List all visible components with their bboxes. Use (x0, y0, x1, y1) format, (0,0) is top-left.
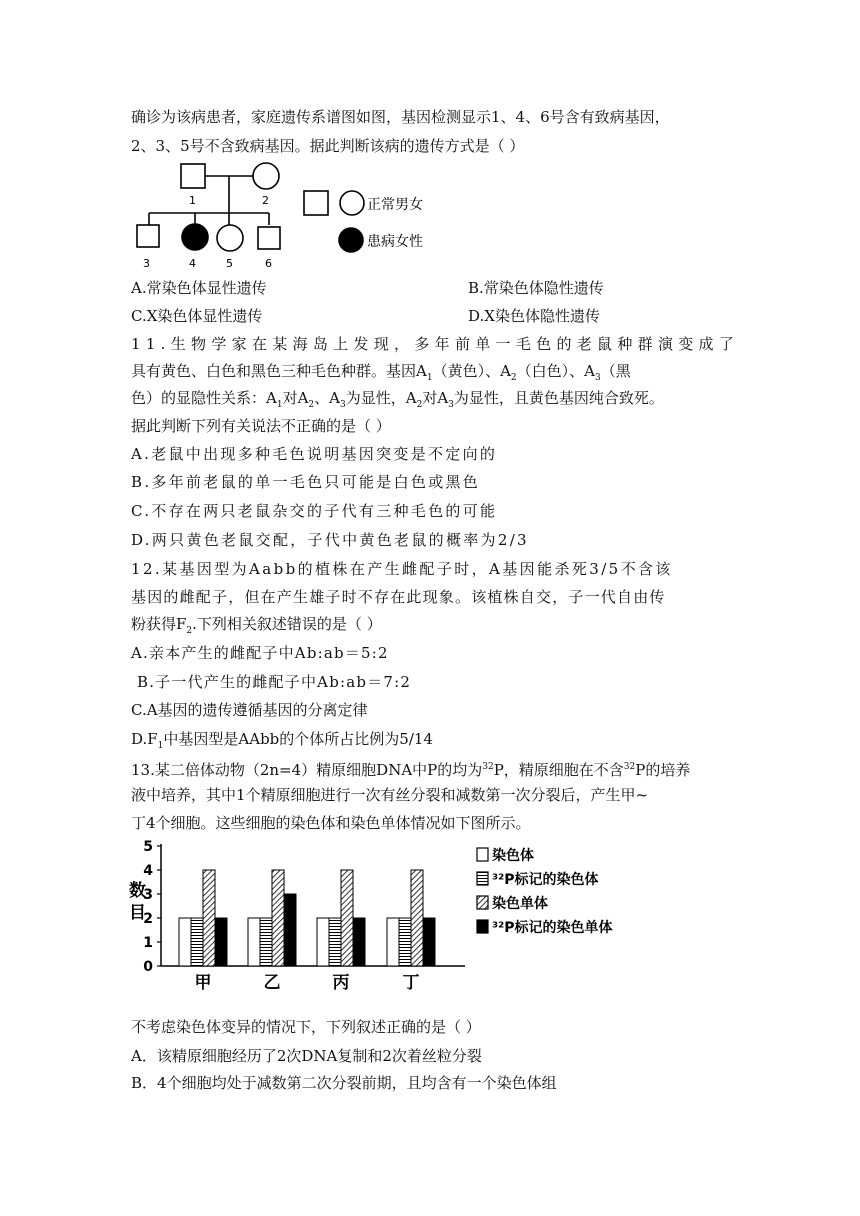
q13-text: P，精原细胞在不含 (493, 761, 624, 779)
q11-text: 、A (314, 389, 340, 407)
q11-text: 对A (422, 389, 449, 407)
q10-option-b: B.常染色体隐性遗传 (468, 279, 604, 297)
q10-line-1: 确诊为该病患者，家庭遗传系谱图如图，基因检测显示1、4、6号含有致病基因， (131, 108, 670, 126)
q11-line-1: 11.生物学家在某海岛上发现，多年前单一毛色的老鼠种群演变成了 (131, 335, 740, 353)
q13-sup: 32 (623, 762, 636, 772)
q11-line-3 (131, 388, 664, 415)
bar-2-1 (248, 918, 260, 966)
pedigree-individual-1 (181, 164, 205, 188)
q13-after-chart: 不考虑染色体变异的情况下，下列叙述正确的是（ ） (131, 1018, 481, 1036)
q10-option-d: D.X染色体隐性遗传 (468, 307, 600, 325)
y-tick-label: 2 (143, 911, 153, 927)
y-tick-label: 1 (143, 935, 153, 951)
q11-text: 为显性，且黄色基因纯合致死。 (453, 389, 664, 407)
legend-swatch (477, 848, 488, 861)
x-tick-label: 丙 (332, 973, 350, 993)
q12-line-3 (131, 614, 382, 641)
q10-line-2: 2、3、5号不含致病基因。据此判断该病的遗传方式是（ ） (131, 137, 525, 155)
q12-line-1: 12.某基因型为Aabb的植株在产生雌配子时，A基因能杀死3/5不含该 (131, 560, 673, 578)
bar-1-3 (203, 870, 215, 966)
q11-sub: 2 (308, 400, 315, 410)
q11-text: 色）的显隐性关系：A (131, 389, 277, 407)
q12-option-b: B.子一代产生的雌配子中Ab:ab＝7:2 (131, 673, 412, 691)
q13-line-1 (131, 757, 690, 780)
pedigree-number-5: 5 (226, 257, 233, 270)
bar-3-3 (341, 870, 353, 966)
q12-option-d (131, 729, 433, 756)
q12-sub: 2 (186, 626, 193, 636)
q11-text: 具有黄色、白色和黑色三种毛色种群。基因A (131, 362, 427, 380)
q11-sub: 3 (448, 400, 454, 410)
bar-3-4 (353, 918, 365, 966)
x-tick-label: 丁 (402, 973, 420, 993)
q13-text: P的培养 (635, 761, 691, 779)
q13-sup: 32 (482, 762, 494, 772)
legend-label: ³²P标记的染色体 (492, 872, 599, 888)
legend-swatch (477, 920, 488, 933)
q10-option-c: C.X染色体显性遗传 (131, 307, 263, 325)
pedigree-number-2: 2 (262, 194, 269, 207)
bar-4-1 (387, 918, 399, 966)
legend-normal-label: 正常男女 (367, 197, 423, 213)
q11-text: （黄色）、A (432, 362, 511, 380)
pedigree-individual-3 (137, 225, 159, 247)
legend-swatch (477, 872, 488, 885)
q11-sub: 2 (416, 400, 423, 410)
legend-affected-label: 患病女性 (367, 234, 423, 250)
q12-line-2: 基因的雌配子，但在产生雄子时不存在此现象。该植株自交，子一代自由传 (131, 588, 666, 606)
q13-option-b: B．4个细胞均处于减数第二次分裂前期，且均含有一个染色体组 (131, 1074, 557, 1092)
bar-3-2 (329, 918, 341, 966)
legend-swatch (477, 896, 488, 909)
q11-sub: 2 (510, 373, 517, 383)
y-tick-label: 3 (143, 887, 153, 903)
pedigree-number-6: 6 (265, 257, 272, 270)
pedigree-individual-4 (182, 224, 208, 250)
bar-4-3 (411, 870, 423, 966)
pedigree-number-4: 4 (189, 257, 196, 270)
q11-option-a: A.老鼠中出现多种毛色说明基因突变是不定向的 (131, 445, 498, 463)
x-tick-label: 甲 (194, 973, 212, 993)
pedigree-individual-5 (217, 225, 243, 251)
q11-text: 对A (282, 389, 309, 407)
bar-2-3 (272, 870, 284, 966)
q11-text: （黑 (600, 362, 631, 380)
q12-text: D.F (131, 730, 158, 748)
q12-text: 中基因型是AAbb的个体所占比例为5/14 (163, 730, 433, 748)
q11-text: 为显性，A (345, 389, 417, 407)
y-axis-label: 目 (129, 903, 146, 923)
bar-2-2 (260, 918, 272, 966)
q11-option-c: C.不存在两只老鼠杂交的子代有三种毛色的可能 (131, 502, 498, 520)
chromosome-bar-chart (125, 838, 645, 993)
legend-label: 染色体 (492, 848, 534, 864)
q11-line-4: 据此判断下列有关说法不正确的是（ ） (131, 417, 391, 435)
q11-option-d: D.两只黄色老鼠交配，子代中黄色老鼠的概率为2/3 (131, 531, 529, 549)
q12-text: .下列相关叙述错误的是（ ） (192, 615, 382, 633)
x-tick-label: 乙 (263, 973, 281, 993)
legend-normal-female (340, 191, 364, 215)
bar-3-1 (317, 918, 329, 966)
bar-1-2 (191, 918, 203, 966)
y-axis-label: 数 (129, 881, 146, 901)
q10-option-a: A.常染色体显性遗传 (131, 279, 267, 297)
q13-line-2: 液中培养，其中1个精原细胞进行一次有丝分裂和减数第一次分裂后，产生甲~ (131, 786, 649, 804)
q13-text: 13.某二倍体动物（2n=4）精原细胞DNA中P的均为 (131, 761, 483, 779)
y-tick-label: 4 (143, 863, 153, 879)
pedigree-diagram (131, 158, 451, 273)
q13-line-3: 丁4个细胞。这些细胞的染色体和染色单体情况如下图所示。 (131, 814, 531, 832)
bar-1-1 (179, 918, 191, 966)
bar-1-4 (215, 918, 227, 966)
q11-line-2 (131, 361, 631, 388)
pedigree-number-1: 1 (189, 194, 196, 207)
y-tick-label: 0 (143, 959, 153, 975)
legend-normal-male (304, 191, 328, 215)
q12-text: 粉获得F (131, 615, 187, 633)
pedigree-individual-6 (258, 227, 280, 249)
pedigree-number-3: 3 (143, 257, 150, 270)
bar-2-4 (284, 894, 296, 966)
legend-affected-female (339, 228, 363, 252)
q11-option-b: B.多年前老鼠的单一毛色只可能是白色或黑色 (131, 473, 481, 491)
q12-option-c: C.A基因的遗传遵循基因的分离定律 (131, 701, 368, 719)
q12-option-a: A.亲本产生的雌配子中Ab:ab＝5:2 (131, 644, 389, 662)
q11-sub: 1 (276, 400, 283, 410)
pedigree-individual-2 (253, 163, 279, 189)
q11-sub: 3 (595, 373, 601, 383)
legend-label: 染色单体 (492, 896, 548, 912)
bar-4-2 (399, 918, 411, 966)
bar-4-4 (423, 918, 435, 966)
legend-label: ³²P标记的染色单体 (492, 920, 613, 936)
q11-sub: 3 (340, 400, 346, 410)
q13-option-a: A．该精原细胞经历了2次DNA复制和2次着丝粒分裂 (131, 1047, 482, 1065)
y-tick-label: 5 (143, 839, 153, 855)
q11-sub: 1 (426, 373, 433, 383)
q12-sub: 1 (157, 741, 164, 751)
q11-text: （白色）、A (516, 362, 595, 380)
